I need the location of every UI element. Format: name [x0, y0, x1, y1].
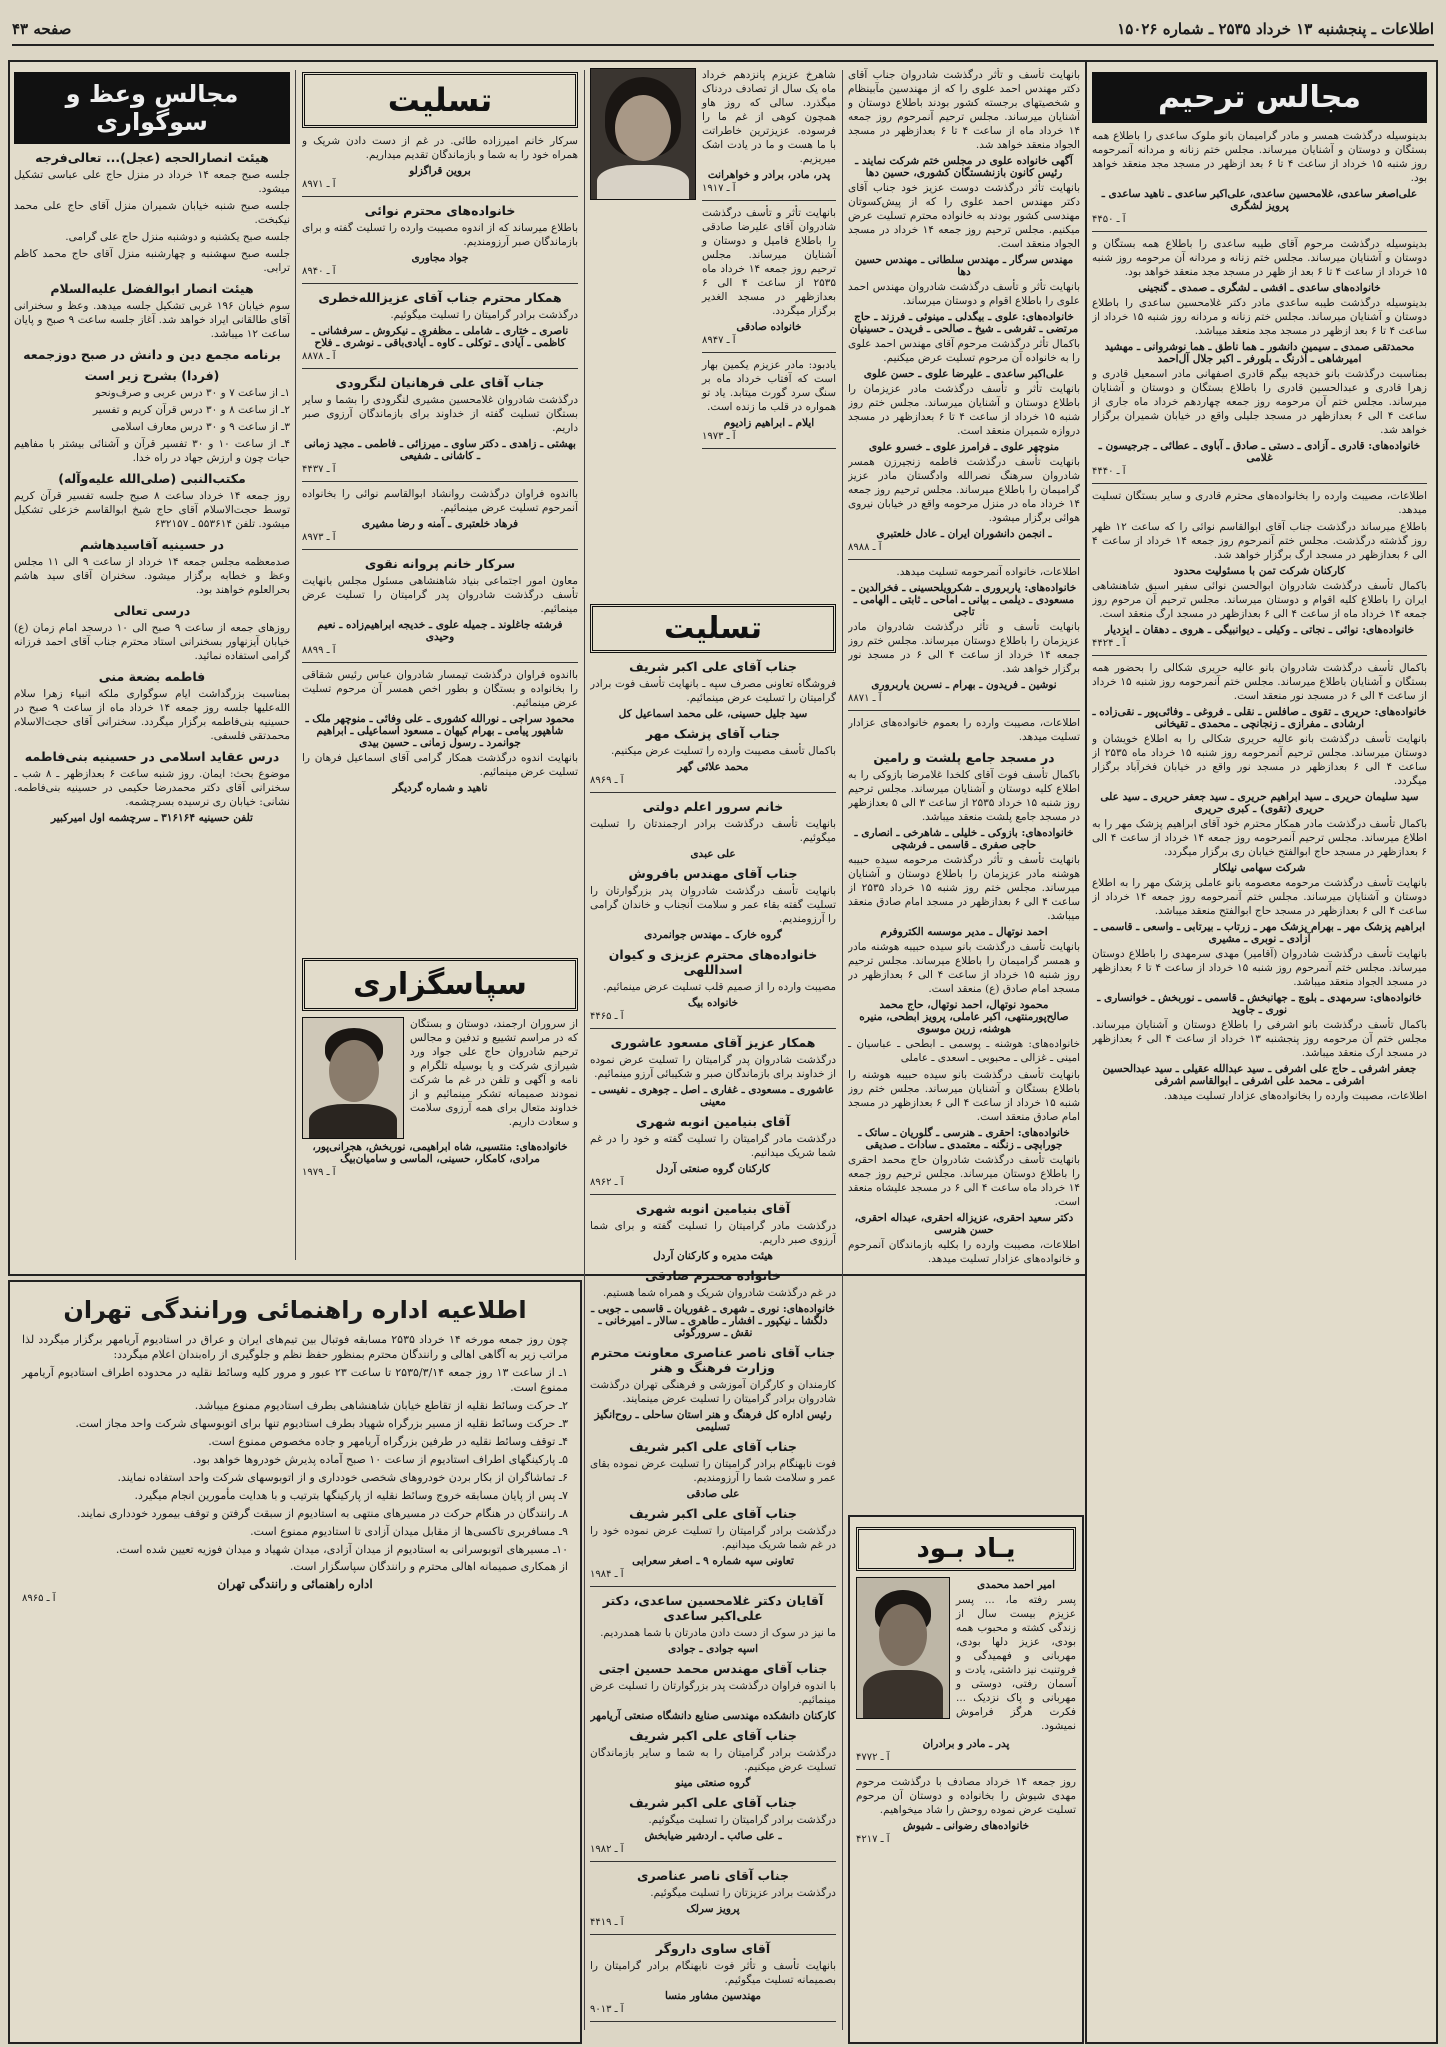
section-title-tarhim: مجالس ترحیم: [1092, 72, 1427, 123]
notice-text: بدینوسیله درگذشت مرحوم آقای طیبه ساعدی را باطلاع همه بستگان و دوستان و آشنایان میرساند. مجلس ختم زنانه و مردانه آن مرحومه روز شنبه ۱۵ خرداد از ساعت ۴ تا ۶ بعد از ظهر در مسجد مجد منعقد خواهد بود.: [1092, 238, 1427, 278]
notice-heading: جناب آقای علی اکبر شریف: [629, 1728, 797, 1743]
notice-code: آ ـ ۱۹۷۳: [702, 431, 736, 442]
yadbud-portrait: [856, 1577, 950, 1719]
notice-heading: جناب آقای مهندس بافروش: [628, 866, 798, 881]
notice-text: بانهایت اندوه درگذشت همکار گرامی آقای اسماعیل فرهان را تسلیت عرض مینمائیم.: [302, 752, 578, 778]
section-title-yadbud: یـاد بـود: [856, 1527, 1076, 1571]
divider: [702, 448, 836, 449]
notice-heading: فاطمه بضعة منی: [98, 669, 206, 684]
yadbud-signature: پدر ـ مادر و برادران: [922, 1738, 1010, 1750]
notice-code: آ ـ ۸۸۷۸: [302, 351, 336, 362]
traffic-intro: چون روز جمعه مورخه ۱۴ خرداد ۲۵۳۵ مسابقه فوتبال بین تیم‌های ایران و عراق در استادیوم آریامهر برگزار میگردد لذا مراتب زیر به آگاهی اهالی و رانندگان محترم بمنظور حفظ نظم و جلوگیری از راه‌بندان اعلام میگردد:: [22, 1333, 569, 1361]
notice-code: آ ـ ۸۸۹۹: [302, 645, 336, 656]
yadbud-code-2: آ ـ ۴۲۱۷: [856, 1834, 890, 1845]
notice-heading: خانواده‌های محترم نوائی: [364, 203, 516, 218]
notice-text: ۳ـ از ساعت ۹ و ۳۰ درس معارف اسلامی: [111, 421, 290, 433]
notice-text: درگذشت برادر گرامیتان را تسلیت عرض نموده خود را در غم شما شریک میدانیم.: [590, 1525, 836, 1551]
notice-signature: کارکنان شرکت تمن با مسئولیت محدود: [1173, 565, 1346, 577]
yadbud-signature-2: خانواده‌های رضوانی ـ شیوش: [902, 1820, 1030, 1832]
notice-text: خانواده‌های: هوشنه ـ پوسمی ـ ابطحی ـ عباسیان ـ امینی ـ غزالی ـ محبوبی ـ اسعدی ـ عاملی: [848, 1038, 1080, 1064]
notice-text: اطلاعات، مصیبت وارده را بخانواده‌های عزادار تسلیت میدهد.: [1163, 1090, 1427, 1102]
notice-code: آ ـ ۸۸۷۱: [848, 693, 882, 704]
notice-text: بانهایت تأسف درگذشت شادروان حاج محمد احقری را باطلاع دوستان میرساند. مجلس ترحیم روز جمعه ۱۴ خرداد ماه ساعت ۴ الی ۶ در مسجد علیشاه منعقد است.: [848, 1154, 1080, 1208]
notice-signature: خانواده‌های: بازوکی ـ خلیلی ـ شاهرخی ـ انصاری ـ حاجی صفری ـ قاسمی ـ فرشچی: [854, 827, 1074, 851]
notice-text: بانهایت تأسف درگذشت مرحومه معصومه بانو عاملی پزشک مهر را به اطلاع دوستان و آشنایان میرساند. مجلس ختم آنمرحومه روز جمعه ۱۴ خرداد از ساعت ۴ الی ۶ بعدازظهر در مسجد حاج ابوالفتح منعقد میباشد.: [1092, 877, 1427, 917]
notice-heading: هیئت انصار ابوالفضل علیه‌السلام: [50, 281, 254, 296]
notice-text: باطلاع میرساند درگذشت جناب آقای ابوالقاسم نوائی را که ساعت ۱۲ ظهر روز گذشته درگذشت. مجلس ختم آنمرحوم روز جمعه ۱۴ خرداد از ساعت ۴ الی ۶ بعدازظهر در مسجد ارگ برگزار خواهد شد.: [1092, 521, 1427, 561]
notice-text: اطلاعات، مصیبت وارده را بخانواده‌های محترم قادری و سایر بستگان تسلیت میدهد.: [1092, 490, 1427, 516]
notice-code: آ ـ ۸۹۶۲: [590, 1177, 624, 1188]
notice-text: شاهرخ عزیزم پانزدهم خرداد ماه یک سال از تصادف دردناک میگذرد. سالی که روز هاو همچون کوهی از غم ما را فرسوده. عزیزترین خاطراتت با ما هست و ما در یادت اشک میریزیم.: [702, 69, 836, 165]
notice-signature: علی‌اکبر ساعدی ـ علیرضا علوی ـ حسن علوی: [863, 368, 1065, 380]
column-2-content: [848, 68, 1080, 1266]
notice-text: باکمال تأسف مصیبت وارده را تسلیت عرض میکنیم.: [610, 745, 836, 757]
notice-heading: برنامه مجمع دین و دانش در صبح دوزجمعه: [23, 347, 281, 362]
notice-code: آ ـ ۴۴۱۹: [590, 1917, 624, 1928]
notice-signature: ایلام ـ ابراهیم زادیوم: [723, 417, 815, 429]
notice-heading: هیئت انصارالحجه (عجل)... تعالی‌فرجه: [35, 150, 269, 165]
notice-signature: سید جلیل حسینی، علی محمد اسماعیل کل: [618, 708, 808, 720]
notice-text: باکمال تأسف درگذشت بانو اشرفی را باطلاع دوستان و آشنایان میرساند. مجلس ختم آن مرحومه روز پنجشنبه ۱۳ خرداد از ساعت ۴ الی ۶ بعدازظهر در مسجد ارک منعقد میباشد.: [1092, 1019, 1427, 1059]
masthead: اطلاعات ـ پنجشنبه ۱۳ خرداد ۲۵۳۵ ـ شماره ۱۵۰۲۶: [1117, 20, 1434, 38]
notice-heading: جناب آقای علی اکبر شریف: [629, 1506, 797, 1521]
notice-code: آ ـ ۴۴۴۰: [1092, 466, 1126, 477]
divider: [590, 1586, 836, 1587]
notice-text: کارمندان و کارگران آموزشی و فرهنگی تهران درگذشت شادروان برادر گرامیتان را تسلیت عرض مینمایند.: [590, 1379, 836, 1405]
notice-signature: گروه خارک ـ مهندس جوانمردی: [644, 929, 782, 941]
sepas-text: از سروران ارجمند، دوستان و بستگان که در مراسم تشییع و تدفین و مجالس ترحیم شادروان حاج علی جواد ورد شیرازی شرکت و یا بوسیله تلگرام و نامه و آگهی و تلفن در غم ما شرکت نمودند صمیمانه تشکر مینمائیم و از خداوند متعال برای همه آرزوی سلامت و سعادت داریم.: [410, 1018, 578, 1128]
notice-heading: آقایان دکتر غلامحسین ساعدی، دکتر علی‌اکبر ساعدی: [602, 1593, 824, 1623]
notice-text: درگذشت برادر گرامیتان را تسلیت میگوئیم.: [648, 1814, 836, 1826]
notice-code: آ ـ ۹۰۱۳: [590, 2004, 624, 2015]
divider: [302, 283, 578, 284]
notice-text: باکمال تأثر درگذشت مرحوم آقای مهندس احمد علوی را به خانواده آن مرحوم تسلیت عرض میکنیم.: [848, 338, 1080, 364]
notice-signature: خانواده‌های: نوائی ـ نجاتی ـ وکیلی ـ دیوانبیگی ـ هروی ـ دهقان ـ ایزدیار: [1104, 624, 1415, 636]
traffic-item: ۶ـ تماشاگران از بکار بردن خودروهای شخصی خودداری و از اتوبوسهای شرکت واحد استفاده نمایند.: [117, 1471, 568, 1484]
notice-heading: خانواده محترم صادقی: [645, 1268, 781, 1283]
notice-code: آ ـ ۴۴۵۰: [1092, 214, 1126, 225]
notice-code: آ ـ ۱۹۸۲: [590, 1844, 624, 1855]
notice-signature: دکتر سعید احقری، عزیزاله احقری، عبداله احقری، حسن هنرسی: [854, 1212, 1074, 1236]
notice-signature: محمد علائی گهر: [677, 761, 749, 773]
notice-code: آ ـ ۸۹۴۰: [302, 266, 336, 277]
notice-signature: رئیس اداره کل فرهنگ و هنر استان ساحلی ـ روح‌انگیز تسلیمی: [594, 1409, 832, 1433]
notice-text: بدینوسیله درگذشت همسر و مادر گرامیمان بانو ملوک ساعدی را باطلاع همه بستگان و دوستان و آشنایان میرساند. مجلس ختم زنانه و مردانه آنمرحومه روز شنبه ۱۵ خرداد از ساعت ۴ تا ۶ بعد ازظهر در مسجد مجد منعقد خواهد بود.: [1092, 130, 1427, 184]
notice-text: اطلاعات، مصیبت وارده را بکلیه بازماندگان آنمرحوم و خانواده‌های عزادار تسلیت میدهد.: [848, 1239, 1080, 1265]
yadbud-text-2: روز جمعه ۱۴ خرداد مصادف با درگذشت مرحوم مهدی شیوش را بخانواده و دوستان آن مرحوم تسلیت عرض نموده روحش را شاد میخواهیم.: [856, 1776, 1076, 1816]
notice-text: ۱ـ از ساعت ۷ و ۳۰ درس عربی و صرف‌ونحو: [95, 387, 290, 399]
notice-signature: اسپه جوادی ـ جوادی: [667, 1643, 758, 1655]
notice-text: بانهایت تأسف درگذشت برادر ارجمندتان را تسلیت میگوئیم.: [590, 818, 836, 844]
notice-signature: گروه صنعتی مینو: [675, 1777, 751, 1789]
notice-signature: ابراهیم پزشک مهر ـ بهرام پزشک مهر ـ زرتاب ـ بیرتابی ـ واسعی ـ قاسمی ـ آزادی ـ نوبری ـ مشیری: [1093, 921, 1426, 945]
notice-text: با اندوه فراوان درگذشت پدر بزرگوارتان را تسلیت عرض مینمائیم.: [590, 1680, 836, 1706]
notice-text: سرکار خانم امیرزاده طائی. در غم از دست دادن شریک و همراه خود را به شما و بازماندگان تقدیم میداریم.: [302, 135, 578, 161]
notice-heading: جناب آقای علی اکبر شریف: [629, 1439, 797, 1454]
notice-text: بااندوه فراوان درگذشت روانشاد ابوالقاسم نوائی را بخانواده آنمرحوم تسلیت عرض مینمائیم.: [302, 488, 578, 514]
divider: [302, 196, 578, 197]
notice-heading: جناب آقای علی اکبر شریف: [629, 1795, 797, 1810]
divider: [1092, 483, 1427, 484]
rule: [842, 70, 843, 2030]
notice-text: بانهایت تأثر و تأسف درگذشت شادروان آقای علیرضا صادقی را باطلاع فامیل و دوستان و آشنایان میرساند. مجلس ترحیم روز جمعه ۱۴ خرداد ماه ۲۵۳۵ از ساعت ۴ الی ۶ بعدازظهر در مسجد الغدیر برگزار میگردد.: [702, 207, 836, 317]
notice-signature: خانواده‌های: علوی ـ بیگدلی ـ مینوئی ـ فرزند ـ حاج مرتضی ـ تفرشی ـ شیخ ـ صالحی ـ فریدن ـ حسینیان: [849, 311, 1079, 335]
traffic-item: ۱۰ـ مسیرهای اتوبوسرانی به استادیوم از میدان آزادی، میدان شهیاد و میدان فوزیه تعیین شده است.: [115, 1543, 568, 1556]
notice-text: بانهایت تأثر درگذشت دوست عزیز خود جناب آقای دکتر مهندس احمد علوی را که از پیش‌کسوتان مهندسی کشور بودند به خانواده محترم تسلیت عرض میکنیم. مجلس ترحیم روز جمعه ۱۴ خرداد در مسجد الجواد منعقد است.: [848, 182, 1080, 250]
notice-signature: آگهی خانواده علوی در مجلس ختم شرکت نمایند ـ رئیس کانون بازنشستگان کشوری، حسین دها: [855, 155, 1073, 179]
section-title-vaz: مجالس وعظ و سوگواری: [14, 72, 290, 144]
notice-signature: مهندس سرگار ـ مهندس سلطانی ـ مهندس حسین دها: [854, 254, 1074, 278]
notice-text: درگذشت برادر گرامیتان را به شما و سایر بازماندگان تسلیت عرض میکنیم.: [590, 1747, 836, 1773]
notice-signature: فرشته جاغلوند ـ جمیله علوی ـ خدیجه ابراهیم‌زاده ـ نعیم وحیدی: [317, 619, 563, 643]
sepas-code: آ ـ ۱۹۷۹: [302, 1167, 336, 1178]
notice-signature: پرویز سرلک: [686, 1903, 740, 1915]
notice-signature: محمود سراجی ـ نورالله کشوری ـ علی وفائی ـ منوچهر ملک ـ شاهپور پیامی ـ بهرام کیهان ـ مسعود اسماعیلی ـ ابراهیم جوانمرد ـ رسول زمانی ـ حسین بیدی: [305, 713, 575, 749]
column-3: [590, 68, 836, 2028]
rule: [295, 70, 296, 1260]
notice-heading: همکار محترم جناب آقای عزیزالله‌خطری: [318, 290, 562, 305]
notice-signature: خانواده‌های ساعدی ـ افشی ـ لشگری ـ صمدی ـ گنجینی: [1138, 282, 1381, 294]
notice-code: آ ـ ۴۴۶۵: [590, 1011, 624, 1022]
divider: [848, 559, 1080, 560]
notice-text: مصیبت وارده را از صمیم قلب تسلیت عرض مینمائیم.: [603, 981, 836, 993]
notice-signature: تعاونی سپه شماره ۹ ـ اصغر سعرابی: [632, 1555, 794, 1567]
notice-heading: خانم سرور اعلم دولتی: [642, 799, 784, 814]
notice-text: موضوع بحث: ایمان. روز شنبه ساعت ۶ بعدازظهر ـ ۸ شب ـ سخنرانی آقای دکتر محمدرضا حکیمی در حسینیه بنی‌فاطمه. نشانی: خیابان ری نرسیده بسرچشمه.: [14, 768, 290, 808]
section-title-taslit-2: تسلیت: [590, 604, 836, 653]
notice-heading: درس عقاید اسلامی در حسینیه بنی‌فاطمه: [24, 749, 280, 764]
notice-text: باکمال تأسف فوت آقای کلخدا غلامرضا بازوکی را به اطلاع کلیه دوستان و آشنایان میرساند. مجلس ترحیم روز شنبه ۱۵ خرداد ۲۵۳۵ از ساعت ۳ الی ۵ بعدازظهر در مسجد جامع پلشت منعقد میباشد.: [848, 769, 1080, 823]
notice-signature: تلفن حسینیه ۳۱۶۱۶۴ ـ سرچشمه اول امیرکبیر: [51, 812, 253, 824]
notice-text: بمناسبت درگذشت بانو خدیجه بیگم قادری اصفهانی مادر اسمعیل قادری و زهرا قادری و عبدالحسین قادری را باطلاع بستگان و دوستان و آشنایان میرساند. مجلس ختم آن مرحومه روز جمعه چهاردهم خرداد ماه جاری از ساعت ۴ الی ۶ بعدازظهر در مسجد جلیلی واقع در خیابان شمیران برگزار خواهد شد.: [1092, 368, 1427, 436]
notice-text: صدمعظمه مجلس جمعه ۱۴ خرداد از ساعت ۹ الی ۱۱ مجلس وعظ و خطابه برگزار میشود. سخنران آقای سید هاشم بحرالعلوم خواهند بود.: [14, 556, 290, 596]
notice-code: آ ـ ۸۹۴۷: [702, 335, 736, 346]
notice-code: آ ـ ۸۹۶۹: [590, 775, 624, 786]
notice-text: ۲ـ از ساعت ۸ و ۳۰ درس قرآن کریم و تفسیر: [93, 404, 290, 416]
notice-text: بانهایت تأسف درگذشت شادروان (آقامیر) مهدی سرمهدی را باطلاع دوستان میرساند. مجلس ختم آنمرحوم روز شنبه ۱۵ خرداد از ساعت ۴ تا ۶ بعدازظهر در مسجد الجواد منعقد میباشد.: [1092, 948, 1427, 988]
divider: [702, 352, 836, 353]
divider: [590, 1934, 836, 1935]
notice-signature: بروین قراگزلو: [409, 165, 471, 177]
notice-signature: بهشتی ـ زاهدی ـ دکتر ساوی ـ میرزائی ـ فاطمی ـ مجید زمانی ـ کاشانی ـ شفیعی: [304, 438, 576, 462]
notice-heading: جناب آقای مهندس محمد حسین اجتی: [598, 1661, 828, 1676]
notice-code: آ ـ ۸۹۷۱: [302, 179, 336, 190]
divider: [302, 368, 578, 369]
column-2: [848, 68, 1080, 1508]
notice-heading: آقای ساوی داروگر: [655, 1941, 771, 1956]
divider: [302, 662, 578, 663]
notice-heading: درسی تعالی: [113, 603, 191, 618]
divider: [702, 200, 836, 201]
notice-heading: جناب آقای پزشک مهر: [645, 726, 781, 741]
notice-text: اطلاعات، خانواده آنمرحومه تسلیت میدهد.: [896, 566, 1080, 578]
divider: [590, 2021, 836, 2022]
traffic-closing: از همکاری صمیمانه اهالی محترم و رانندگان سپاسگزار است.: [289, 1560, 568, 1573]
traffic-items: [22, 1365, 568, 1557]
notice-signature: ناهید و شماره گردیگر: [392, 782, 488, 794]
notice-signature: خانواده‌های: قادری ـ آزادی ـ دستی ـ صادق ـ آباوی ـ عطائی ـ جرجیسون ـ غلامی: [1098, 440, 1421, 464]
notice-signature: کارکنان گروه صنعتی آردل: [655, 1163, 771, 1175]
column-4-content: [302, 134, 578, 954]
notice-heading: آقای بنیامین انوبه شهری: [635, 1114, 791, 1129]
notice-signature: شرکت سهامی نیلکار: [1213, 862, 1306, 874]
divider: [1092, 655, 1427, 656]
divider: [1092, 231, 1427, 232]
notice-heading: سرکار خانم پروانه نقوی: [364, 556, 516, 571]
notice-text: درگذشت مادر گرامیتان را تسلیت گفته و برای شما آرزوی صبر داریم.: [590, 1220, 836, 1246]
notice-text: فروشگاه تعاونی مصرف سپه ـ بانهایت تأسف فوت برادر گرامیتان را تسلیت عرض مینمائیم.: [590, 678, 836, 704]
notice-text: بانهایت تأثر و تأسف درگذشت شادروان مهندس احمد علوی را باطلاع اقوام و دوستان میرساند.: [848, 281, 1080, 307]
sepas-notice: [302, 1017, 578, 1139]
notice-text: درگذشت شادروان غلامحسین مشیری لنگرودی را بشما و سایر بستگان تسلیت گفته از خداوند برای بازماندگان آرزوی صبر داریم.: [302, 394, 578, 434]
divider: [590, 1194, 836, 1195]
column-tarhim: [1092, 68, 1427, 2033]
notice-signature: خانواده صادقی: [736, 321, 802, 333]
notice-code: آ ـ ۴۴۳۷: [302, 464, 336, 475]
notice-signature: خانواده‌های: یاربروری ـ شکرویلحسینی ـ فخرالدین ـ مسعودی ـ دیلمی ـ بیانی ـ اماحی ـ ثابتی ـ الهامی ـ تاجی: [851, 582, 1077, 618]
notice-signature: کارکنان دانشکده مهندسی صنایع دانشگاه صنعتی آریامهر: [590, 1710, 836, 1722]
notice-heading: همکار عزیز آقای مسعود عاشوری: [610, 1035, 816, 1050]
notice-text: بانهایت تأسف و تأثر فوت نابهنگام برادر گرامیتان را بصمیمانه تسلیت میگوئیم.: [590, 1960, 836, 1986]
notice-signature: نوشین ـ فریدون ـ بهرام ـ نسرین یاربروری: [871, 679, 1057, 691]
notice-code: آ ـ ۱۹۱۷: [702, 183, 736, 194]
yadbud-box: [848, 1515, 1084, 2044]
notice-text: روز جمعه ۱۴ خرداد ساعت ۸ صبح جلسه تفسیر قرآن کریم توسط حجت‌الاسلام آقای حاج شیخ ابوالقاسم خزعلی تشکیل میشود. تلفن ۵۵۳۶۱۴ ـ ۶۳۲۱۵۷: [14, 490, 290, 530]
sepas-portrait: [302, 1017, 404, 1139]
notice-heading: جناب آقای ناصر عناصری معاونت محترم وزارت فرهنگ و هنر: [590, 1345, 836, 1375]
notice-text: بانهایت تأسف درگذشت بانو سیده حبیبه هوشنه را باطلاع بستگان و آشنایان میرساند. مجلس ختم روز شنبه ۱۵ خرداد از ساعت ۴ الی ۶ بعدازظهر در مسجد امام صادق منعقد است.: [848, 1069, 1080, 1123]
divider: [302, 549, 578, 550]
notice-signature: پدر، مادر، برادر و خواهرانت: [707, 169, 831, 181]
notice-code: آ ـ ۸۹۷۳: [302, 532, 336, 543]
notice-text: درگذشت برادر عزیزتان را تسلیت میگوئیم.: [650, 1887, 836, 1899]
yadbud-name: امیر احمد محمدی: [976, 1579, 1055, 1591]
notice-text: بمناسبت بزرگداشت ایام سوگواری ملکه انبیاء زهرا سلام الله‌علیها جلسه روز جمعه ۱۴ خرداد ماه از ساعت ۹ صبح در حسینیه بنی‌فاطمه برگزار میگردد. سخنرانی آقای حجت‌الاسلام محمدتقی فلسفی.: [14, 688, 290, 742]
notice-text: باطلاع میرساند که از اندوه مصیبت وارده را تسلیت گفته و برای بازماندگان صبر آرزومندیم.: [302, 222, 578, 248]
divider: [590, 1861, 836, 1862]
traffic-code: آ ـ ۸۹۶۵: [22, 1593, 56, 1604]
notice-text: جلسه صبح یکشنبه و دوشنبه منزل حاج علی گرامی.: [65, 231, 290, 243]
yadbud-code: آ ـ ۴۷۷۲: [856, 1752, 890, 1763]
notice-text: جلسه صبح جمعه ۱۴ خرداد در منزل حاج علی عباسی تشکیل میشود.: [14, 169, 290, 195]
notice-signature: عاشوری ـ مسعودی ـ غفاری ـ اصل ـ جوهری ـ نفیسی ـ معینی: [591, 1084, 835, 1108]
notice-signature: مهندسین مشاور منسا: [664, 1990, 762, 2002]
notice-text: سوم خیابان ۱۹۶ غربی تشکیل جلسه میدهد. وعظ و سخنرانی آقای طالقانی ایراد خواهد شد. آغاز جلسه ساعت ۹ صبح و پایان ساعت ۱۲ میباشد.: [14, 300, 290, 340]
traffic-title: اطلاعیه اداره راهنمائی ورانندگی تهران: [63, 1296, 527, 1324]
notice-heading: جناب آقای ناصر عناصری: [637, 1868, 789, 1883]
notice-text: بانهایت تأسف درگذشت بانو سیده حبیبه هوشنه مادر و همسر گرامیمان را باطلاع میرساند. مجلس ترحیم روز شنبه ۱۵ خرداد از ساعت ۴ الی ۶ بعدازظهر در مسجد امام صادق (ع) منعقد است.: [848, 941, 1080, 995]
notice-signature: جواد مجاوری: [411, 252, 469, 264]
notice-signature: منوچهر علوی ـ فرامرز علوی ـ خسرو علوی: [868, 441, 1060, 453]
notice-code: آ ـ ۱۹۸۴: [590, 1569, 624, 1580]
notice-text: اطلاعات، مصیبت وارده را بعموم خانواده‌های عزادار تسلیت میدهد.: [848, 717, 1080, 743]
notice-text: بانهایت تأسف و تأثر درگذشت شادروان جناب آقای دکتر مهندس احمد علوی را که از مهندسین مآبینظام و شخصیتهای برجسته کشور بودند باطلاع دوستان و آشنایان میرساند. مجلس ترحیم آنمرحوم روز جمعه ۱۴ خرداد ماه از ساعت ۴ تا ۶ بعدازظهر در مسجد الجواد منعقد خواهد شد.: [848, 69, 1080, 151]
divider: [856, 1769, 1076, 1770]
tarhim-content: [1092, 129, 1427, 1103]
notice-text: در غم درگذشت شادروان شریک و همراه شما هستیم.: [602, 1287, 836, 1299]
notice-signature: خانواده‌های: حریری ـ تقوی ـ صافلس ـ نقلی ـ فروغی ـ وفائی‌پور ـ نقی‌زاده ـ ارشادی ـ مفرازی ـ زنجانچی ـ محمدی ـ تقیخانی: [1092, 706, 1427, 730]
notice-signature: علی‌اصغر ساعدی، غلامحسین ساعدی، علی‌اکبر ساعدی ـ ناهید ساعدی ـ پرویز لشگری: [1101, 188, 1418, 212]
portrait-photo: [590, 68, 696, 200]
notice-signature: علی عبدی: [690, 848, 736, 860]
notice-text: بانهایت تأسف درگذشت شادروان پدر بزرگوارتان را تسلیت گفته بقاء عمر و سلامت آنجناب و خاندان گرامی را آرزومندیم.: [590, 885, 836, 925]
notice-text: یادبود: مادر عزیزم یکمین بهار است که آفتاب خرداد ماه بر سنگ سرد گورت میتابد. یاد تو همواره در قلب ما زنده است.: [702, 359, 836, 413]
yadbud-text: پسر رفته ما، ... پسر عزیزم بیست سال از زندگی کشته و محبوب همه بودی، عزیز دلها بودی، مهربانی و فهمیدگی و فروتنیت نیز داشتی، یادت و آسمان رفتی، دوستی و مهربانی و پاک نزدیک ... فکرت هرگز فراموش نمیشود.: [956, 1594, 1076, 1732]
notice-text: درگذشت مادر گرامیتان را تسلیت گفته و خود را در غم شما شریک میدانیم.: [590, 1133, 836, 1159]
column-4: [302, 68, 578, 1263]
notice-signature: ناصری ـ ختاری ـ شاملی ـ مظفری ـ نیکروش ـ سرفشانی ـ کاظمی ـ آیادی ـ توکلی ـ کاوه ـ آیادی‌باقی ـ نوشری ـ فلاح: [311, 325, 569, 349]
notice-signature: خانواده‌های: سرمهدی ـ بلوچ ـ جهانبخش ـ قاسمی ـ نوربخش ـ خوانساری ـ نوری ـ جاوید: [1097, 992, 1422, 1016]
traffic-item: ۹ـ مسافربری تاکسی‌ها از مقابل میدان آزادی تا استادیوم ممنوع است.: [250, 1525, 568, 1538]
notice-signature: احمد نوتهال ـ مدیر موسسه الکتروفرم: [880, 926, 1048, 938]
notice-text: باکمال تأسف درگذشت شادروان بانو عالیه حریری شکالی را بحضور همه بستگان و آشنایان باطلاع میرساند. مجلس ختم آنمرحومه روز شنبه ۱۵ خرداد از ساعت ۴ الی ۶ در مسجد نور منعقد است.: [1092, 662, 1427, 702]
divider: [302, 481, 578, 482]
column-3-content: [590, 659, 836, 2022]
notice-text: بانهایت تأسف درگذشت بانو عالیه حریری شکالی را به اطلاع خویشان و دوستان میرساند. مجلس ترحیم آنمرحومه روز شنبه ۱۵ خرداد ماه ۲۵۳۵ از ساعت ۴ الی ۶ بعدازظهر در مسجد نور واقع در خیابان فخرآباد برگزار میگردد.: [1092, 733, 1427, 787]
notice-text: بدینوسیله درگذشت طیبه ساعدی مادر دکتر غلامحسین ساعدی را باطلاع دوستان و آشنایان میرساند. مجلس ختم زنانه و مردانه روز شنبه ۱۵ خرداد از ساعت ۴ تا ۶ بعد ازظهر در مسجد مجد منعقد میباشد.: [1092, 297, 1427, 337]
traffic-item: ۸ـ رانندگان در هنگام حرکت در مسیرهای منتهی به استادیوم از سبقت گرفتن و توقف بیمورد خودداری نمایند.: [77, 1507, 568, 1520]
notice-text: فوت نابهنگام برادر گرامیتان را تسلیت عرض نموده بقای عمر و سلامت شما را آرزومندیم.: [590, 1458, 836, 1484]
notice-code: آ ـ ۴۴۲۴: [1092, 638, 1126, 649]
notice-signature: فرهاد خلعتبری ـ آمنه و رضا مشیری: [361, 518, 519, 530]
notice-signature: علی صادقی: [686, 1488, 740, 1500]
notice-heading: (فردا) بشرح زیر است: [84, 368, 220, 383]
notice-text: باکمال تأسف درگذشت مادر همکار محترم خود آقای ابراهیم پزشک مهر را به اطلاع میرساند. مجلس ترحیم آنمرحومه روز جمعه ۱۴ خرداد از ساعت ۴ الی ۶ بعدازظهر در مسجد حاج ابوالفتح خیابان ری برگزار میگردد.: [1092, 818, 1427, 858]
divider: [590, 792, 836, 793]
notice-heading: مکتب‌النبی (صلی‌الله علیه‌وآله): [58, 471, 246, 486]
page-header: [12, 14, 1434, 46]
traffic-signature: اداره راهنمائی و رانندگی تهران: [217, 1577, 373, 1591]
notice-signature: محمود نوتهال، احمد نوتهال، حاج محمد صالح‌پورمنتهی، اکبر عاملی، پرویز ابطحی، منیره هوشنه، زرین موسوی: [859, 999, 1069, 1035]
notice-heading: جناب آقای علی فرهانیان لنگرودی: [335, 375, 545, 390]
notice-signature: ـ انجمن دانشوران ایران ـ عادل خلعتبری: [876, 528, 1052, 540]
traffic-item: ۱ـ از ساعت ۱۳ روز جمعه ۲۵۳۵/۳/۱۴ تا ساعت ۲۳ عبور و مرور کلیه وسائط نقلیه در محدوده اطراف استادیوم آریامهر ممنوع است.: [22, 1366, 568, 1394]
notice-signature: جعفر اشرفی ـ حاج علی ‌اشرفی ـ سید عبدالله عقیلی ـ سید عبدالحسین اشرفی ـ محمد علی اشرفی ـ ابوالقاسم اشرفی: [1102, 1063, 1417, 1087]
notice-signature: هیئت مدیره و کارکنان آردل: [653, 1250, 773, 1262]
column-5-content: [14, 150, 290, 824]
column-5: [14, 68, 290, 1263]
notice-code: آ ـ ۸۹۸۸: [848, 542, 882, 553]
notice-heading: در مسجد جامع پلشت و رامین: [873, 750, 1055, 765]
notice-text: معاون امور اجتماعی بنیاد شاهنشاهی مسئول مجلس بانهایت تأسف درگذشت شادروان پدر گرامیتان را تسلیت عرض مینمائیم.: [302, 575, 578, 615]
rule: [584, 70, 585, 2030]
page-number: صفحه ۴۳: [12, 20, 72, 38]
traffic-item: ۴ـ توقف وسائط نقلیه در طرفین بزرگراه آریامهر و جاده مخصوص ممنوع است.: [208, 1435, 568, 1448]
shahrokh-notice: [702, 68, 836, 454]
notice-heading: در حسینیه آقاسیدهاشم: [79, 537, 225, 552]
notice-text: ۴ـ از ساعت ۱۰ و ۳۰ تفسیر قرآن و آشنائی بیشتر با مفاهیم حیات چون و ارزش جهاد در راه خدا.: [14, 438, 290, 464]
notice-signature: سید سلیمان حریری ـ سید ابراهیم حریری ـ سید جعفر حریری ـ سید علی حریری (تقوی) ـ کبری حریری: [1100, 791, 1419, 815]
traffic-item: ۲ـ حرکت وسائط نقلیه از تقاطع خیابان شاهنشاهی بطرف استادیوم ممنوع میباشد.: [194, 1399, 568, 1412]
notice-signature: ـ علی صائب ـ اردشیر ضیابخش: [644, 1830, 782, 1842]
notice-text: روزهای جمعه از ساعت ۹ صبح الی ۱۰ درسجد امام زمان (ع) خیابان آیزنهاور بسخنرانی استاد محترم جناب آقای احمد فرزانه گرامی استفاده نمائید.: [14, 622, 290, 662]
notice-text: بانهایت تأثر و تأسف درگذشت مادر عزیزمان را باطلاع دوستان و آشنایان میرساند. مجلس ختم روز شنبه ۱۵ خرداد از ساعت ۴ تا ۶ بعدازظهر در مسجد دروازه شمیران منعقد است.: [848, 383, 1080, 437]
notice-text: بانهایت تأسف درگذشت فاطمه زنجیرزن همسر شادروان سرهنگ نصرالله وادگستان مادر عزیز گرامیمان را باطلاع میرساند. مجلس ترحیم روز جمعه ۱۴ خرداد ماه در منزل مرحومه واقع در خیابان نیروی هوائی برگزار میشود.: [848, 456, 1080, 524]
notice-text: درگذشت شادروان پدر گرامیتان را تسلیت عرض نموده از خداوند برای بازماندگان صبر و شکیبائی آرزو مینمائیم.: [590, 1054, 836, 1080]
notice-text: جلسه صبح سهشنبه و چهارشنبه منزل آقای حاج محمد کاظم ترابی.: [14, 248, 290, 274]
section-title-taslit-1: تسلیت: [302, 72, 578, 128]
traffic-item: ۳ـ حرکت وسائط نقلیه از مسیر بزرگراه شهیاد بطرف استادیوم تنها برای اتوبوسهای شرکت واحد مجاز است.: [75, 1417, 568, 1430]
notice-signature: محمدتقی صمدی ـ سیمین دانشور ـ هما ناطق ـ هما نوشروانی ـ مهشید امیرشاهی ـ آذرنگ ـ بلورفر ـ اکبر جلال آل‌احمد: [1104, 341, 1415, 365]
notice-signature: خانواده‌های: احقری ـ هنرسی ـ گلوریان ـ ساتک ـ جورابچی ـ زنگنه ـ معتمدی ـ سادات ـ صدیقی: [858, 1127, 1070, 1151]
section-title-sepas: سپاسگزاری: [302, 958, 578, 1011]
notice-signature: خانواده‌های: نوری ـ شهری ـ غفوریان ـ قاسمی ـ جوبی ـ دلگشا ـ نیکپور ـ افشار ـ طاهری ـ سالار ـ امیرخانی ـ نقش ـ سرورگوئی: [591, 1303, 835, 1339]
notice-text: بانهایت تأسف و تأثر درگذشت مرحومه سیده حبیبه هوشنه مادر عزیزمان را باطلاع دوستان و آشنایان میرساند. مجلس ختم روز شنبه ۱۵ خرداد ۲۵۳۵ از ساعت ۴ الی ۶ بعدازظهر در مسجد امام صادق منعقد میباشد.: [848, 854, 1080, 922]
traffic-item: ۷ـ پس از پایان مسابقه خروج وسائط نقلیه از پارکینگها بترتیب و با هدایت مأمورین انجام میگیرد.: [134, 1489, 568, 1502]
notice-text: ما نیز در سوک از دست دادن مادرتان با شما همدردیم.: [600, 1627, 836, 1639]
notice-text: بااندوه فراوان درگذشت تیمسار شادروان عباس رئیس شقاقی را بخانواده و بستگان و بطور اخص همسر آن مرحوم تسلیت عرض مینمائیم.: [302, 669, 578, 709]
notice-signature: خانواده بیگ: [687, 997, 739, 1009]
divider: [590, 1028, 836, 1029]
notice-text: درگذشت برادر گرامیتان را تسلیت میگوئیم.: [390, 309, 578, 321]
notice-text: بانهایت تأسف و تأثر درگذشت شادروان مادر عزیزمان را باطلاع دوستان میرساند. مجلس ختم روز جمعه ۱۴ خرداد از ساعت ۴ الی ۶ در مسجد نور برگزار خواهد شد.: [848, 621, 1080, 675]
notice-text: باکمال تأسف درگذشت شادروان ابوالحسن نوائی سفیر اسبق شاهنشاهی ایران را باطلاع کلیه اقوام و دوستان میرساند. مجلس ترحیم آن مرحوم روز جمعه ۱۴ خرداد ماه از ساعت ۴ الی ۶ بعدازظهر در مسجد ارگ منعقد است.: [1092, 580, 1427, 620]
notice-heading: خانواده‌های محترم عزیزی و کیوان اسداللهی: [608, 947, 818, 977]
divider: [848, 710, 1080, 711]
traffic-item: ۵ـ پارکینگهای اطراف استادیوم از ساعت ۱۰ صبح آماده پذیرش خودروها خواهد بود.: [192, 1453, 568, 1466]
notice-heading: جناب آقای علی اکبر شریف: [629, 659, 797, 674]
notice-text: جلسه صبح شنبه خیابان شمیران منزل آقای حاج علی محمد نیکبخت.: [14, 200, 290, 226]
notice-heading: آقای بنیامین انوبه شهری: [635, 1201, 791, 1216]
sepas-signature: خانواده‌های: منتسبی، شاه ابراهیمی، نوربخش، هجرانی‌پور، مرادی، کامکار، حسینی، الماسی و سامیان‌بیگ: [312, 1141, 568, 1165]
traffic-box: [8, 1280, 582, 2044]
